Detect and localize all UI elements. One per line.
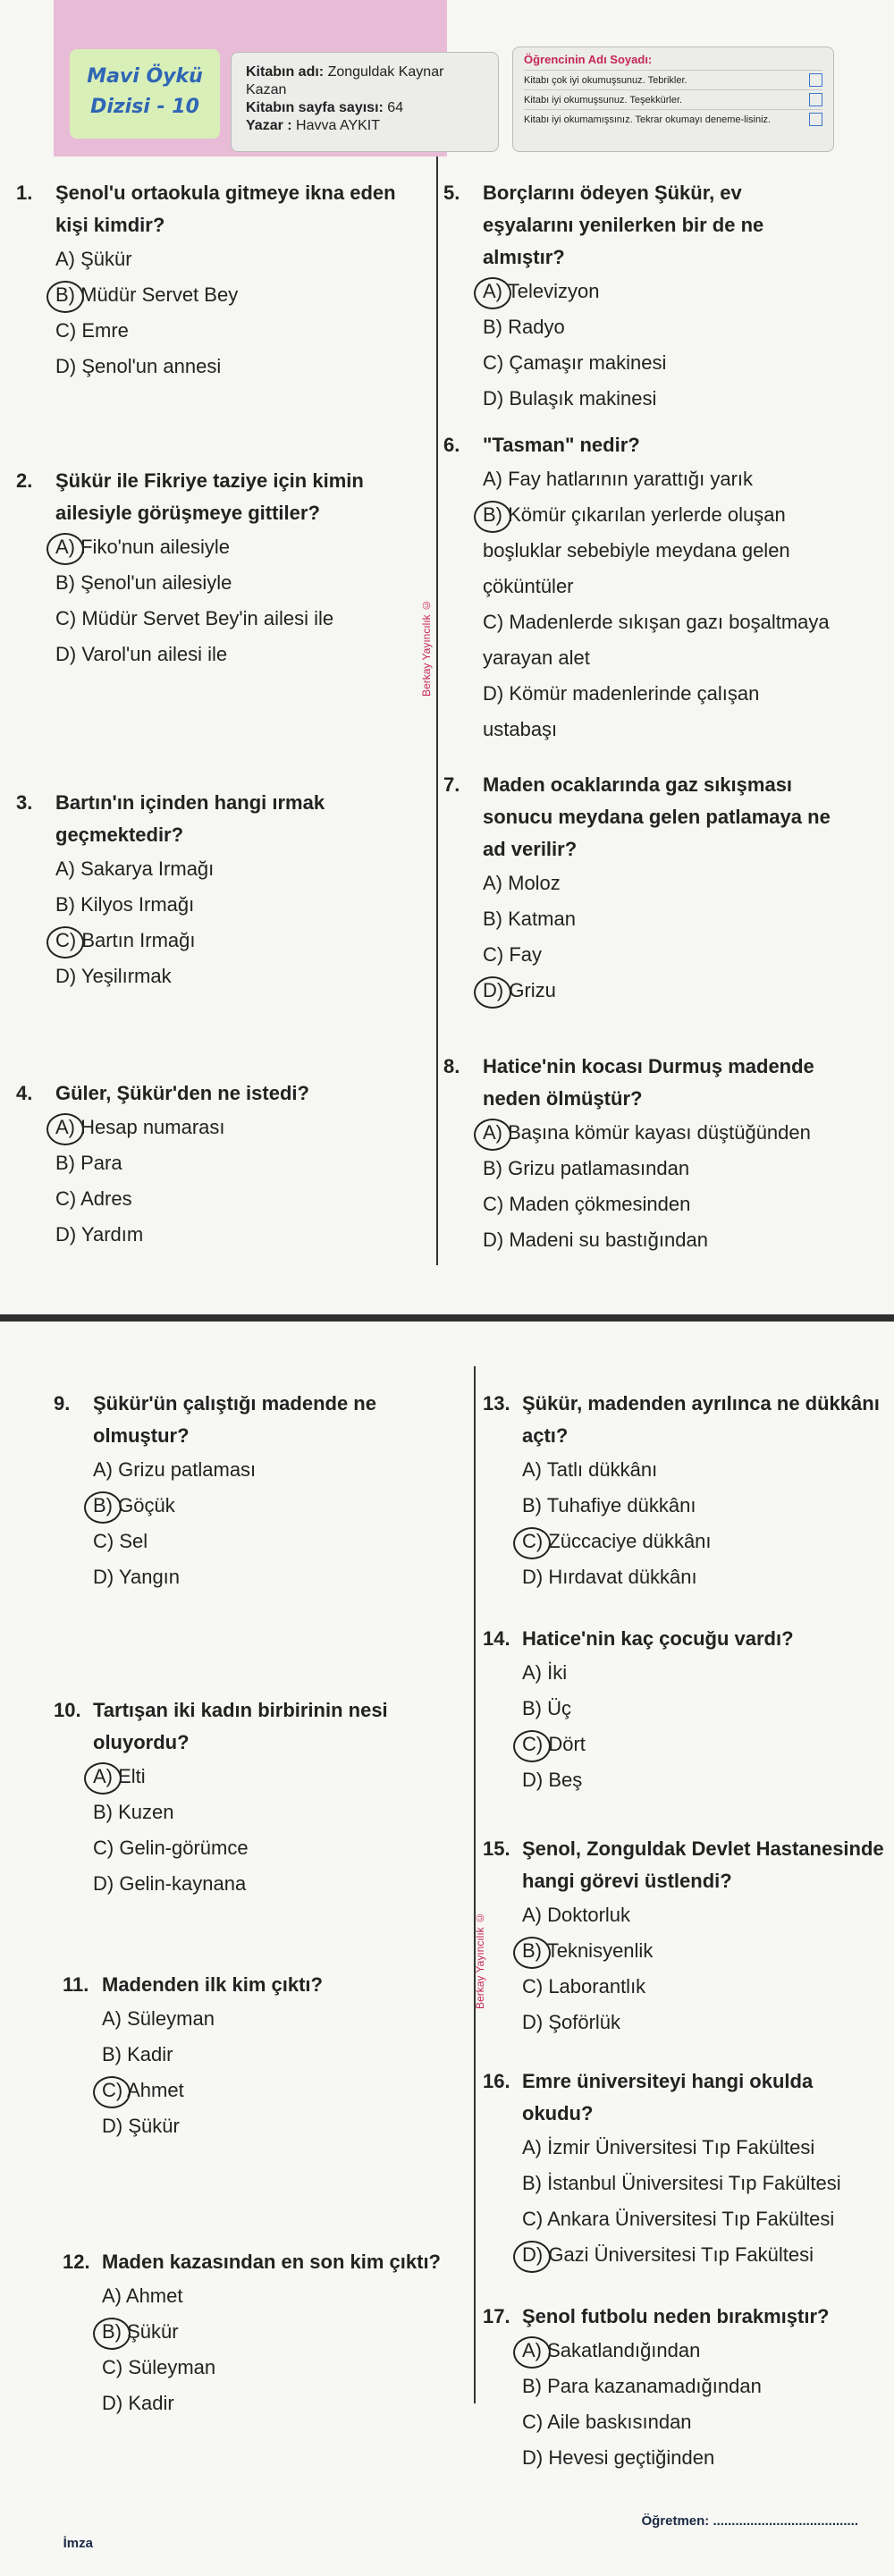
check-row	[524, 89, 822, 109]
answer-option[interactable]: A) Sakarya Irmağı	[55, 857, 215, 880]
question-title	[63, 1969, 456, 2001]
answer-option[interactable]: B) Şenol'un ailesiyle	[55, 571, 232, 594]
question-6	[443, 429, 837, 747]
book-name: Zonguldak Kaynar Kazan	[246, 64, 444, 97]
question-text: Şenol'u ortaokula gitmeye ikna eden kişi kimdir?	[55, 182, 396, 236]
question-text: Madenden ilk kim çıktı?	[102, 1973, 323, 1996]
question-number: 2.	[16, 469, 33, 492]
question-text: Bartın'ın içinden hangi ırmak geçmektedir?	[55, 791, 325, 846]
answer-option[interactable]: D) Varol'un ailesi ile	[55, 643, 228, 665]
answer-option[interactable]: A) Tatlı dükkânı	[522, 1458, 658, 1481]
answer-option[interactable]: A) Doktorluk	[522, 1904, 631, 1926]
question-title	[54, 1388, 456, 1452]
question-9	[54, 1388, 456, 1595]
answer-option[interactable]: C) Adres	[55, 1187, 132, 1210]
question-title	[443, 769, 837, 866]
question-13	[483, 1388, 885, 1595]
question-number: 4.	[16, 1082, 33, 1104]
check-row	[524, 70, 822, 89]
question-number: 5.	[443, 182, 460, 204]
book-name-label: Kitabın adı:	[246, 64, 325, 80]
question-10	[54, 1694, 456, 1902]
question-4	[16, 1077, 409, 1253]
question-title	[443, 177, 837, 274]
question-16	[483, 2065, 885, 2273]
answer-option[interactable]: D) Kadir	[102, 2392, 174, 2414]
answer-option[interactable]: C) Laborantlık	[522, 1975, 646, 1997]
answer-option-selected[interactable]: A) Sakatlandığından	[483, 2333, 885, 2369]
question-number: 15.	[483, 1837, 510, 1860]
student-name-label: Öğrencinin Adı Soyadı:	[524, 53, 653, 66]
question-text: Hatice'nin kaç çocuğu vardı?	[522, 1627, 794, 1650]
question-14	[483, 1623, 885, 1798]
answer-option-selected[interactable]: A) Hesap numarası	[16, 1110, 409, 1145]
answer-option[interactable]: B) Katman	[483, 908, 576, 930]
question-number: 1.	[16, 182, 33, 204]
question-3	[16, 787, 409, 994]
question-15	[483, 1833, 885, 2040]
question-number: 17.	[483, 2305, 510, 2327]
question-title	[63, 2246, 456, 2278]
signature-label: İmza	[63, 2536, 93, 2551]
check-text: Kitabı çok iyi okumuşsunuz. Tebrikler.	[524, 74, 687, 86]
answer-option-selected[interactable]: A) Televizyon	[443, 274, 837, 309]
series-badge	[70, 49, 220, 139]
answer-option[interactable]: C) Emre	[55, 319, 129, 342]
answer-option-selected[interactable]: B) Şükür	[63, 2314, 456, 2350]
author: Havva AYKIT	[296, 118, 381, 133]
question-number: 11.	[63, 1973, 89, 1996]
question-text: Şenol, Zonguldak Devlet Hastanesinde hangi görevi üstlendi?	[522, 1837, 884, 1892]
question-text: Şükür'ün çalıştığı madende ne olmuştur?	[93, 1392, 376, 1447]
question-8	[443, 1051, 837, 1258]
question-text: Hatice'nin kocası Durmuş madende neden ölmüştür?	[483, 1055, 814, 1110]
answer-option[interactable]: B) Kadir	[102, 2043, 173, 2065]
answer-option[interactable]: D) Bulaşık makinesi	[483, 387, 657, 410]
question-title	[483, 1623, 885, 1655]
answer-option-selected[interactable]: B) Teknisyenlik	[483, 1933, 885, 1969]
question-title	[443, 429, 837, 461]
question-text: Şükür, madenden ayrılınca ne dükkânı açtı?	[522, 1392, 880, 1447]
question-text: Emre üniversiteyi hangi okulda okudu?	[522, 2070, 814, 2124]
question-title	[16, 177, 409, 241]
question-number: 6.	[443, 434, 460, 456]
question-number: 9.	[54, 1392, 71, 1415]
check-row	[524, 109, 822, 129]
answer-option-selected[interactable]: B) Göçük	[54, 1488, 456, 1524]
question-text: Maden ocaklarında gaz sıkışması sonucu meydana gelen patlamaya ne ad verilir?	[483, 773, 831, 860]
answer-option[interactable]: D) Şoförlük	[522, 2011, 621, 2033]
answer-option-selected[interactable]: B) Müdür Servet Bey	[16, 277, 409, 313]
answer-option[interactable]: A) Süleyman	[102, 2007, 215, 2030]
question-number: 8.	[443, 1055, 460, 1077]
question-text: "Tasman" nedir?	[483, 434, 640, 456]
answer-option-selected[interactable]: C) Bartın Irmağı	[16, 923, 409, 959]
answer-option[interactable]: A) Fay hatlarının yarattığı yarık	[483, 468, 754, 490]
question-7	[443, 769, 837, 1009]
question-number: 16.	[483, 2070, 510, 2092]
answer-option[interactable]: C) Süleyman	[102, 2356, 216, 2378]
question-2	[16, 465, 409, 672]
answer-option[interactable]: C) Gelin-görümce	[93, 1837, 249, 1859]
answer-option[interactable]: A) Ahmet	[102, 2285, 183, 2307]
answer-option[interactable]: A) İzmir Üniversitesi Tıp Fakültesi	[522, 2136, 815, 2158]
question-17	[483, 2301, 885, 2476]
answer-option[interactable]: D) Madeni su bastığından	[483, 1229, 708, 1251]
answer-option[interactable]: D) Beş	[522, 1769, 583, 1791]
page-count: 64	[387, 100, 404, 115]
question-title	[483, 1388, 885, 1452]
answer-option[interactable]: C) Çamaşır makinesi	[483, 351, 667, 374]
answer-option-selected[interactable]: C) Ahmet	[63, 2073, 456, 2108]
answer-option[interactable]: A) İki	[522, 1661, 568, 1684]
answer-option-selected[interactable]: A) Elti	[54, 1759, 456, 1795]
publisher-mark: Berkay Yayıncılık ©	[420, 599, 433, 697]
publisher-mark: Berkay Yayıncılık ©	[474, 1912, 486, 2009]
question-text: Şükür ile Fikriye taziye için kimin ailesiyle görüşmeye gittiler?	[55, 469, 364, 524]
answer-option-selected[interactable]: A) Başına kömür kayası düştüğünden	[443, 1115, 837, 1151]
answer-option-selected[interactable]: B) Kömür çıkarılan yerlerde oluşan boşluklar sebebiyle meydana gelen çöküntüler	[443, 497, 837, 604]
answer-option[interactable]: D) Hevesi geçtiğinden	[522, 2446, 715, 2469]
answer-option-selected[interactable]: D) Grizu	[443, 973, 837, 1009]
answer-option[interactable]: A) Moloz	[483, 872, 561, 894]
checkbox[interactable]	[809, 113, 822, 126]
answer-option[interactable]: B) Kilyos Irmağı	[55, 893, 195, 916]
answer-option-selected[interactable]: C) Züccaciye dükkânı	[483, 1524, 885, 1559]
answer-option-selected[interactable]: C) Dört	[483, 1727, 885, 1762]
question-number: 10.	[54, 1699, 81, 1721]
question-text: Güler, Şükür'den ne istedi?	[55, 1082, 309, 1104]
answer-option[interactable]: D) Şenol'un annesi	[55, 355, 222, 377]
question-title	[54, 1694, 456, 1759]
answer-option[interactable]: C) Ankara Üniversitesi Tıp Fakültesi	[522, 2208, 835, 2230]
question-text: Şenol futbolu neden bırakmıştır?	[522, 2305, 830, 2327]
answer-option[interactable]: D) Yangın	[93, 1566, 181, 1588]
column-divider	[474, 1366, 476, 2403]
answer-option-selected[interactable]: D) Gazi Üniversitesi Tıp Fakültesi	[483, 2237, 885, 2273]
author-label: Yazar :	[246, 118, 292, 133]
answer-option[interactable]: D) Yeşilırmak	[55, 965, 172, 987]
column-divider	[436, 156, 438, 1265]
answer-option[interactable]: B) İstanbul Üniversitesi Tıp Fakültesi	[522, 2172, 841, 2194]
page-count-label: Kitabın sayfa sayısı:	[246, 100, 384, 115]
answer-option[interactable]: A) Grizu patlaması	[93, 1458, 257, 1481]
answer-option[interactable]: B) Kuzen	[93, 1801, 174, 1823]
answer-option[interactable]: D) Hırdavat dükkânı	[522, 1566, 697, 1588]
answer-option[interactable]: D) Kömür madenlerinde çalışan ustabaşı	[483, 682, 760, 740]
question-title	[483, 2065, 885, 2130]
series-line-2: Dizisi - 10	[90, 96, 199, 118]
question-number: 13.	[483, 1392, 510, 1415]
question-text: Maden kazasından en son kim çıktı?	[102, 2251, 441, 2273]
question-number: 3.	[16, 791, 33, 814]
check-text: Kitabı iyi okumuşsunuz. Teşekkürler.	[524, 94, 683, 106]
series-line-1: Mavi Öykü	[87, 65, 203, 88]
question-5	[443, 177, 837, 417]
book-info-box	[231, 52, 499, 152]
answer-option[interactable]: B) Tuhafiye dükkânı	[522, 1494, 696, 1516]
question-title	[443, 1051, 837, 1115]
question-title	[16, 465, 409, 529]
question-number: 12.	[63, 2251, 90, 2273]
answer-option[interactable]: C) Fay	[483, 943, 542, 966]
question-title	[483, 1833, 885, 1897]
answer-option[interactable]: D) Yardım	[55, 1223, 144, 1246]
checkbox[interactable]	[809, 93, 822, 106]
answer-option[interactable]: B) Para kazanamadığından	[522, 2375, 762, 2397]
answer-option[interactable]: C) Müdür Servet Bey'in ailesi ile	[55, 607, 334, 629]
answer-option[interactable]: D) Şükür	[102, 2115, 180, 2137]
answer-option[interactable]: B) Radyo	[483, 316, 565, 338]
check-text: Kitabı iyi okumamışsınız. Tekrar okumayı deneme-lisiniz.	[524, 114, 772, 125]
answer-option-selected[interactable]: A) Fiko'nun ailesiyle	[16, 529, 409, 565]
answer-option[interactable]: C) Madenlerde sıkışan gazı boşaltmaya yarayan alet	[483, 611, 830, 669]
teacher-label: Öğretmen: .......................................	[641, 2513, 858, 2529]
question-title	[483, 2301, 885, 2333]
answer-option[interactable]: D) Gelin-kaynana	[93, 1872, 247, 1895]
answer-option[interactable]: B) Grizu patlamasından	[483, 1157, 690, 1179]
question-title	[16, 1077, 409, 1110]
question-12	[63, 2246, 456, 2421]
question-text: Borçlarını ödeyen Şükür, ev eşyalarını yenilerken bir de ne almıştır?	[483, 182, 764, 268]
question-text: Tartışan iki kadın birbirinin nesi oluyordu?	[93, 1699, 388, 1753]
question-11	[63, 1969, 456, 2144]
question-title	[16, 787, 409, 851]
answer-option[interactable]: C) Aile baskısından	[522, 2411, 692, 2433]
question-1	[16, 177, 409, 384]
answer-option[interactable]: A) Şükür	[55, 248, 132, 270]
answer-option[interactable]: C) Sel	[93, 1530, 148, 1552]
student-box	[512, 46, 834, 152]
answer-option[interactable]: B) Üç	[522, 1697, 571, 1719]
checkbox[interactable]	[809, 73, 822, 87]
answer-option[interactable]: C) Maden çökmesinden	[483, 1193, 691, 1215]
question-number: 14.	[483, 1627, 510, 1650]
question-number: 7.	[443, 773, 460, 796]
answer-option[interactable]: B) Para	[55, 1152, 122, 1174]
